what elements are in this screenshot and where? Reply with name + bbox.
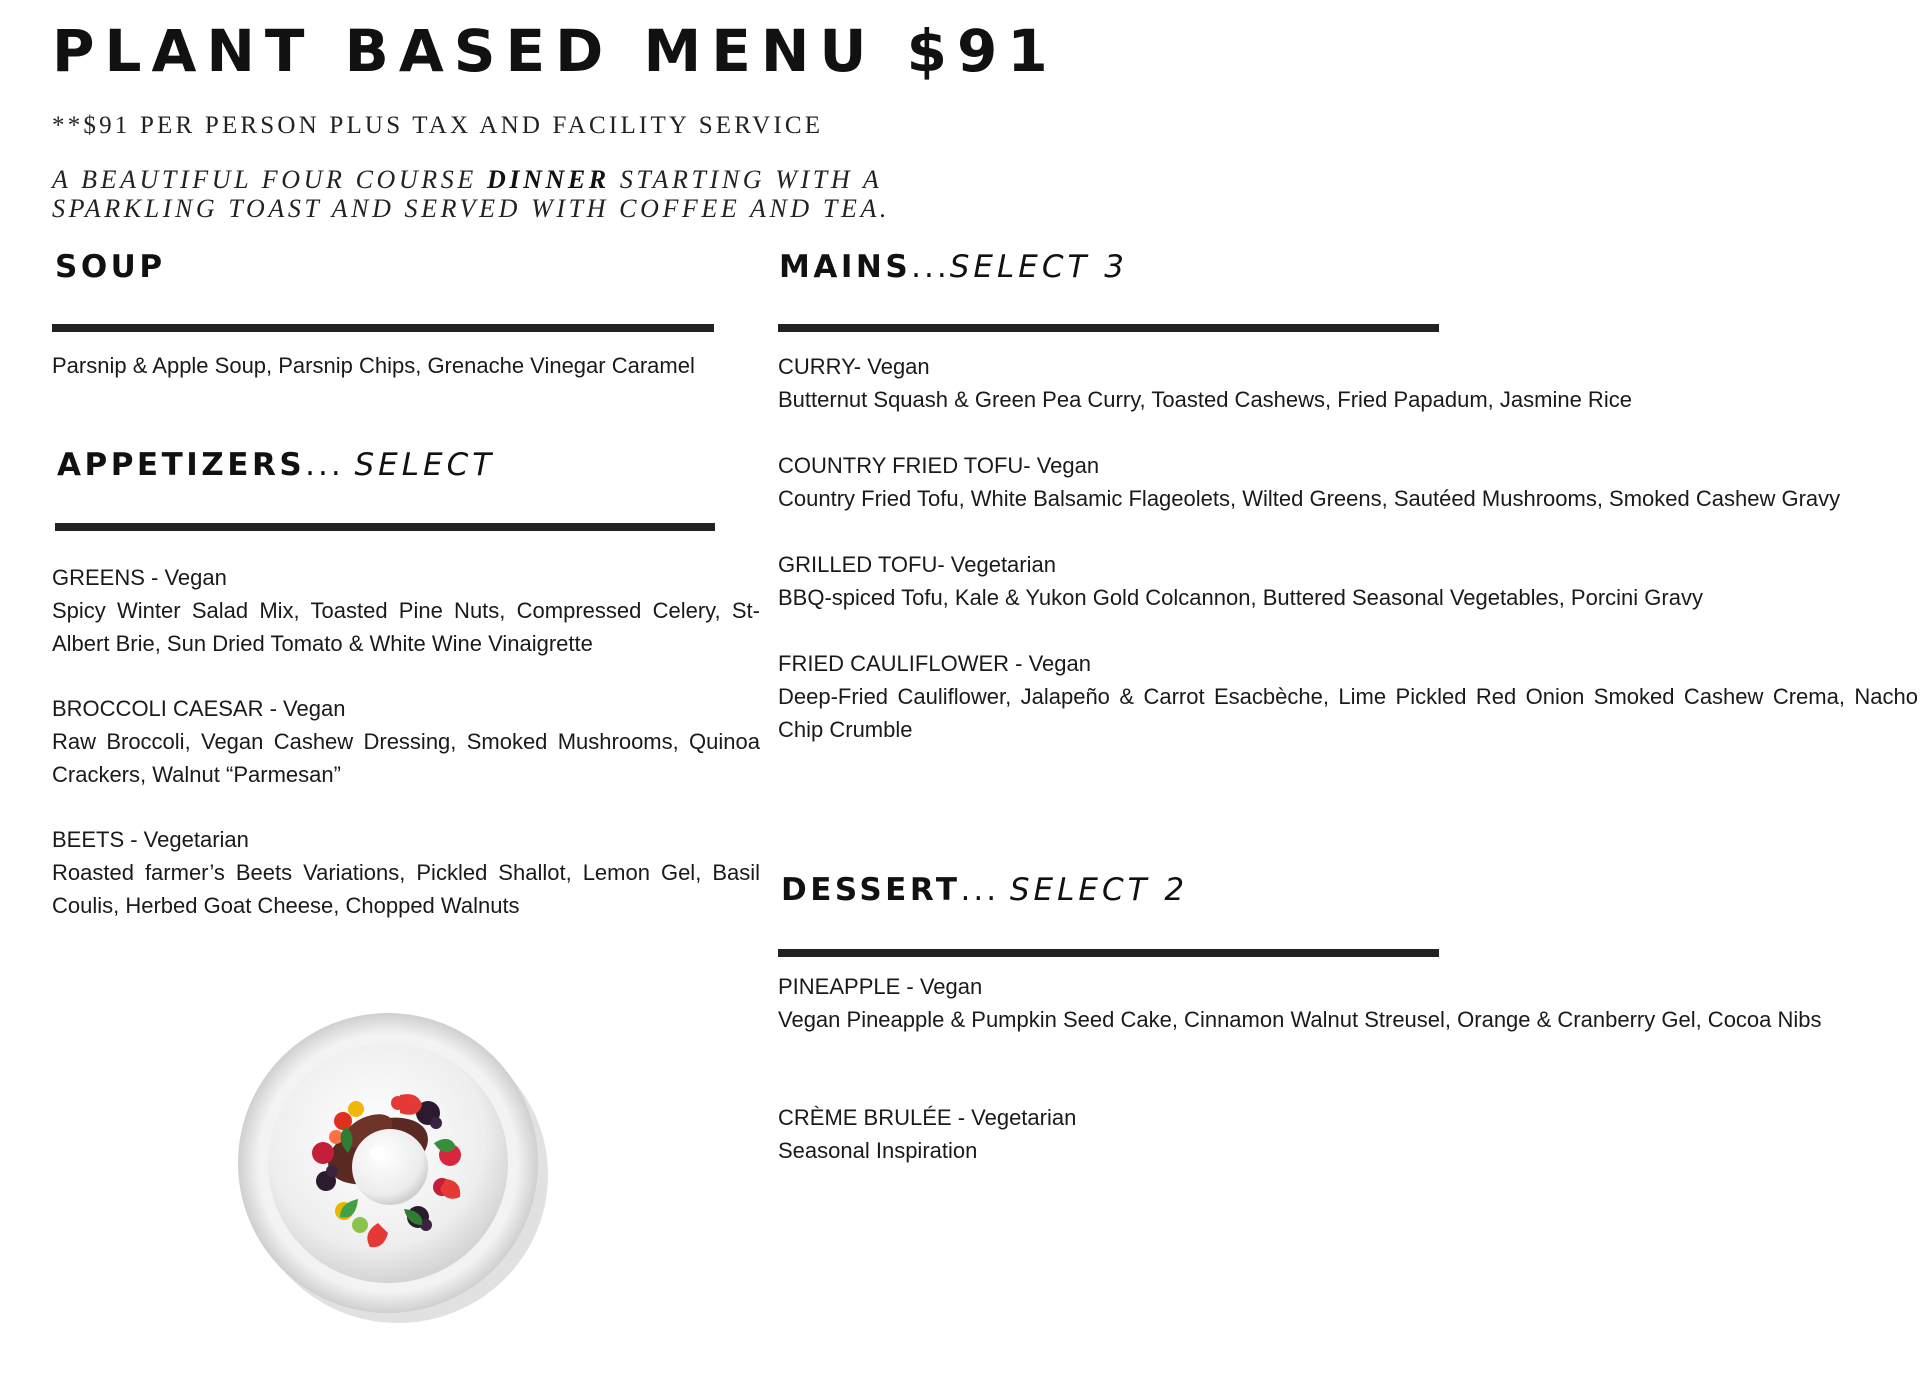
mains-heading-ellipsis: ...	[911, 249, 950, 285]
main-item-name: CURRY- Vegan	[778, 354, 930, 379]
tagline-bold-word: DINNER	[486, 165, 610, 194]
appetizers-divider	[55, 523, 715, 531]
appetizers-heading	[57, 447, 496, 483]
price-note: **$91 PER PERSON PLUS TAX AND FACILITY SERVICE	[52, 112, 824, 139]
appetizers-heading-ellipsis: ...	[305, 447, 344, 483]
appetizer-item-name: GREENS - Vegan	[52, 565, 227, 590]
soup-item-desc: Parsnip & Apple Soup, Parsnip Chips, Grenache Vinegar Caramel	[52, 353, 695, 378]
tagline-line-2: SPARKLING TOAST AND SERVED WITH COFFEE AND TEA.	[52, 194, 891, 223]
appetizers-heading-label: APPETIZERS	[57, 447, 306, 483]
appetizer-item	[52, 823, 760, 922]
main-item-name: COUNTRY FRIED TOFU- Vegan	[778, 453, 1100, 478]
main-item-desc: Country Fried Tofu, White Balsamic Flageolets, Wilted Greens, Sautéed Mushrooms, Smoked Cashew Gravy	[778, 486, 1841, 511]
dessert-heading-label: DESSERT	[781, 872, 961, 908]
main-item-name: FRIED CAULIFLOWER - Vegan	[778, 651, 1091, 676]
appetizer-item	[52, 692, 760, 791]
dessert-item-name: CRÈME BRULÉE - Vegetarian	[778, 1105, 1077, 1130]
mains-select-label: SELECT 3	[949, 249, 1128, 285]
soup-heading-label: SOUP	[55, 249, 166, 285]
main-item	[778, 449, 1888, 515]
menu-tagline	[52, 165, 890, 223]
main-item-desc: Deep-Fried Cauliflower, Jalapeño & Carrot Esacbèche, Lime Pickled Red Onion Smoked Cashew Crema, Nacho Chip Crumble	[778, 684, 1918, 742]
dessert-item	[778, 1101, 1858, 1167]
tagline-part-1: A BEAUTIFUL FOUR COURSE	[52, 165, 487, 194]
appetizer-item-name: BROCCOLI CAESAR - Vegan	[52, 696, 346, 721]
appetizer-item	[52, 561, 760, 660]
mains-divider	[778, 324, 1439, 332]
main-item	[778, 350, 1888, 416]
dessert-plate-photo	[228, 1003, 548, 1323]
appetizer-item-desc: Raw Broccoli, Vegan Cashew Dressing, Smoked Mushrooms, Quinoa Crackers, Walnut “Parmesan”	[52, 729, 760, 787]
main-item-desc: Butternut Squash & Green Pea Curry, Toasted Cashews, Fried Papadum, Jasmine Rice	[778, 387, 1632, 412]
dessert-plate-icon	[228, 1003, 548, 1323]
dessert-item-desc: Vegan Pineapple & Pumpkin Seed Cake, Cinnamon Walnut Streusel, Orange & Cranberry Gel, Cocoa Nibs	[778, 1007, 1822, 1032]
dessert-select-label: SELECT 2	[1009, 872, 1189, 908]
appetizer-item-desc: Spicy Winter Salad Mix, Toasted Pine Nuts, Compressed Celery, St-Albert Brie, Sun Dried Tomato & White Wine Vinaigrette	[52, 598, 760, 656]
main-item-desc: BBQ-spiced Tofu, Kale & Yukon Gold Colcannon, Buttered Seasonal Vegetables, Porcini Gravy	[778, 585, 1703, 610]
appetizer-item-name: BEETS - Vegetarian	[52, 827, 249, 852]
main-item	[778, 647, 1918, 746]
soup-item	[52, 349, 752, 382]
appetizer-item-desc: Roasted farmer’s Beets Variations, Pickled Shallot, Lemon Gel, Basil Coulis, Herbed Goat Cheese, Chopped Walnuts	[52, 860, 760, 918]
dessert-heading	[781, 872, 1189, 908]
tagline-part-2: STARTING WITH A	[609, 165, 883, 194]
soup-divider	[52, 324, 714, 332]
appetizers-select-label: SELECT	[354, 447, 496, 483]
dessert-item	[778, 970, 1858, 1036]
main-item	[778, 548, 1888, 614]
soup-heading	[55, 249, 166, 285]
dessert-heading-ellipsis: ...	[960, 872, 1000, 908]
dessert-item-name: PINEAPPLE - Vegan	[778, 974, 983, 999]
mains-heading-label: MAINS	[779, 249, 912, 285]
menu-title: PLANT BASED MENU $91	[52, 17, 1058, 85]
mains-heading	[779, 249, 1128, 285]
main-item-name: GRILLED TOFU- Vegetarian	[778, 552, 1056, 577]
dessert-divider	[778, 949, 1439, 957]
dessert-item-desc: Seasonal Inspiration	[778, 1138, 978, 1163]
